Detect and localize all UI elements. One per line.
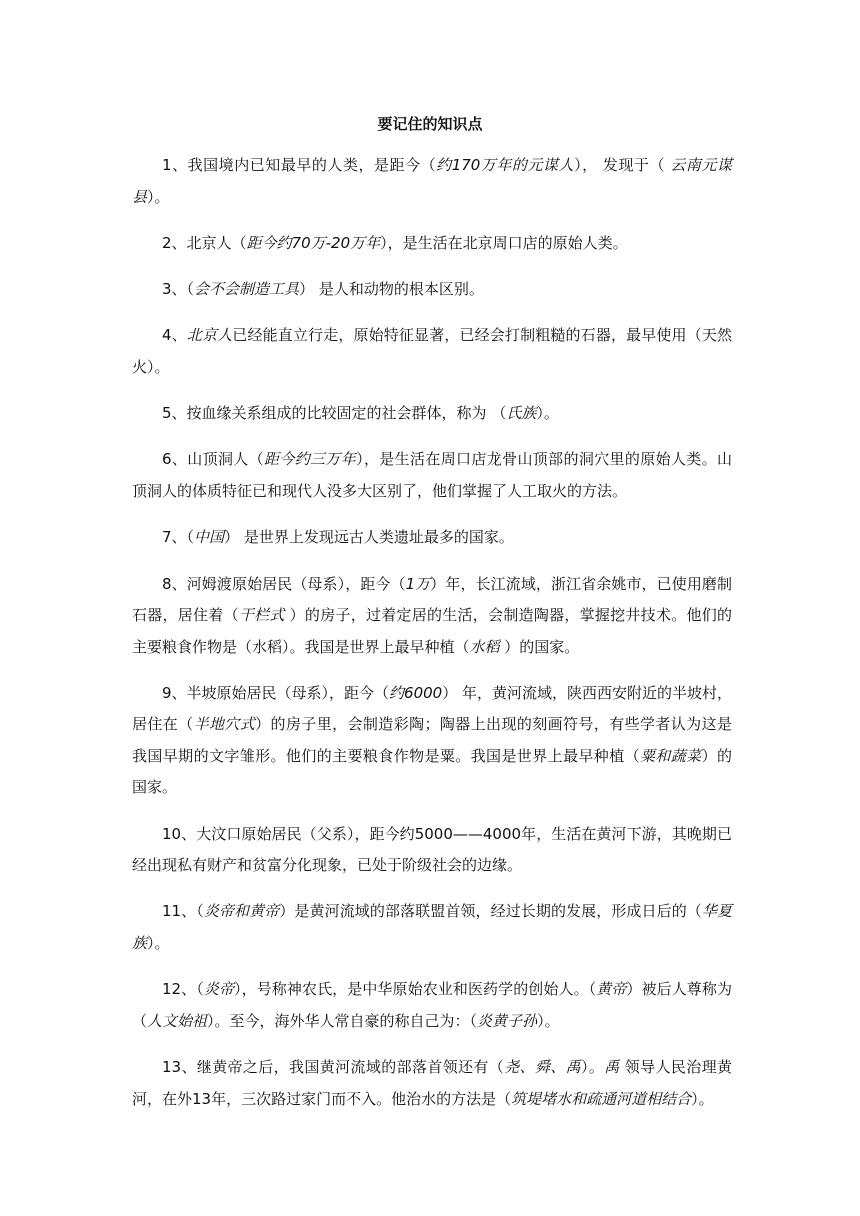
statement-text: ）是黄河流域的部落联盟首领，经过长期的发展，形成日后的（ [279, 902, 702, 921]
statement-text: 1、我国境内已知最早的人类，是距今（ [162, 156, 437, 174]
statement-text: ）。至今，海外华人常自豪的称自己为：（ [207, 1011, 478, 1030]
statement-text: 已经能直立行走，原始特征显著，已经会打制粗糙的石器，最早使用（天然火）。 [132, 326, 732, 376]
knowledge-point [132, 678, 732, 804]
statement-text: ）。 [536, 404, 559, 423]
answer-text: 人文始祖 [147, 1011, 208, 1030]
statement-text: ）被后人尊称为（ [132, 980, 732, 1030]
answer-text: 干栏式 [238, 606, 290, 625]
answer-text: 氏族 [506, 404, 537, 423]
answer-text: 粟和蔬菜 [640, 746, 702, 765]
statement-text: ） 年，黄河流域，陕西西安附近的半坡村，居住在（ [132, 683, 733, 734]
knowledge-point [132, 522, 732, 554]
knowledge-point [132, 398, 732, 430]
knowledge-point [132, 320, 732, 383]
answer-text: 云南元谋县 [132, 156, 732, 206]
statement-text: ）的国家。 [132, 746, 732, 797]
statement-text: 4、 [162, 326, 187, 345]
answer-text: 尧、舜、禹 [504, 1058, 582, 1077]
knowledge-point [132, 274, 732, 306]
statement-text: ）。 [581, 1058, 605, 1077]
answer-text: 1万 [405, 574, 431, 593]
knowledge-point [132, 444, 732, 507]
statement-text: ）年，长江流域，浙江省余姚市，已使用磨制石器，居住着（ [132, 574, 732, 625]
answer-text: 距今约70万-20万年 [246, 233, 381, 252]
statement-text: ），是生活在周口店龙骨山顶部的洞穴里的原始人类。山顶洞人的体质特征已和现代人没多大区别了，他们掌握了人工取火的方法。 [132, 450, 732, 500]
statement-text: 8、河姆渡原始居民（母系），距今（ [162, 574, 406, 593]
statement-text: ）的房子里，会制造彩陶；陶器上出现的刻画符号，有些学者认为这是我国早期的文字雏形。他们的主要粮食作物是粟。我国是世界上最早种植（ [132, 715, 732, 765]
knowledge-point [132, 150, 732, 213]
knowledge-point [132, 569, 732, 664]
knowledge-point [132, 1052, 732, 1115]
statement-text: ），是生活在北京周口店的原始人类。 [380, 233, 628, 252]
answer-text: 筑堤堵水和疏通河道相结合 [511, 1089, 692, 1108]
statement-text: 6、山顶洞人（ [162, 450, 264, 469]
statement-text: 5、按血缘关系组成的比较固定的社会群体，称为 （ [162, 404, 507, 423]
answer-text: 北京人 [186, 326, 233, 345]
statement-text: ）。 [147, 933, 170, 952]
statement-text: 12、（ [162, 980, 204, 999]
statement-text: ）。 [537, 1011, 560, 1030]
answer-text: 半地穴式 [193, 715, 256, 734]
statement-text: 领导人民治理黄河，在外13年，三次路过家门而不入。他治水的方法是（ [132, 1058, 732, 1108]
statement-text: 11、（ [162, 902, 204, 921]
statement-text: 9、半坡原始居民（母系），距今（ [162, 683, 390, 702]
answer-text: 禹 [604, 1058, 620, 1077]
knowledge-point [132, 819, 732, 882]
knowledge-point-list [132, 150, 732, 1130]
statement-text: ），号称神农氏，是中华原始农业和医药学的创始人。（ [234, 980, 597, 999]
statement-text: 10、大汶口原始居民（父系），距今约5000——4000年，生活在黄河下游，其晚期已经出现私有财产和贫富分化现象，已处于阶级社会的边缘。 [132, 824, 732, 875]
statement-text: ）的国家。 [504, 637, 580, 656]
statement-text: ）。 [691, 1089, 714, 1108]
answer-text: 炎黄子孙 [477, 1011, 538, 1030]
answer-text: 华夏族 [132, 902, 732, 952]
statement-text: ）， 发现于（ [574, 156, 671, 174]
statement-text: ）。 [147, 187, 170, 206]
statement-text: 2、北京人（ [162, 233, 247, 252]
statement-text: 13、继黄帝之后，我国黄河流域的部落首领还有（ [162, 1058, 505, 1077]
answer-text: 中国 [194, 528, 225, 547]
answer-text: 约6000 [389, 683, 443, 702]
knowledge-point [132, 228, 732, 260]
answer-text: 炎帝和黄帝 [203, 902, 280, 921]
document-title: 要记住的知识点 [377, 115, 483, 133]
statement-text: ）的房子，过着定居的生活，会制造陶器，掌握挖井技术。他们的主要粮食作物是（水稻）。我国是世界上最早种植（ [132, 606, 732, 656]
answer-text: 会不会制造工具 [194, 280, 300, 299]
answer-text: 约170万年的元谋人 [436, 156, 575, 174]
answer-text: 水稻 [469, 637, 505, 656]
knowledge-point [132, 974, 732, 1037]
statement-text: 3、（ [162, 280, 195, 299]
answer-text: 距今约三万年 [264, 450, 357, 469]
answer-text: 黄帝 [596, 980, 627, 999]
knowledge-point [132, 896, 732, 959]
answer-text: 炎帝 [203, 980, 235, 999]
statement-text: ） 是世界上发现远古人类遗址最多的国家。 [224, 528, 514, 547]
statement-text: ） 是人和动物的根本区别。 [299, 280, 484, 299]
statement-text: 7、（ [162, 528, 195, 547]
